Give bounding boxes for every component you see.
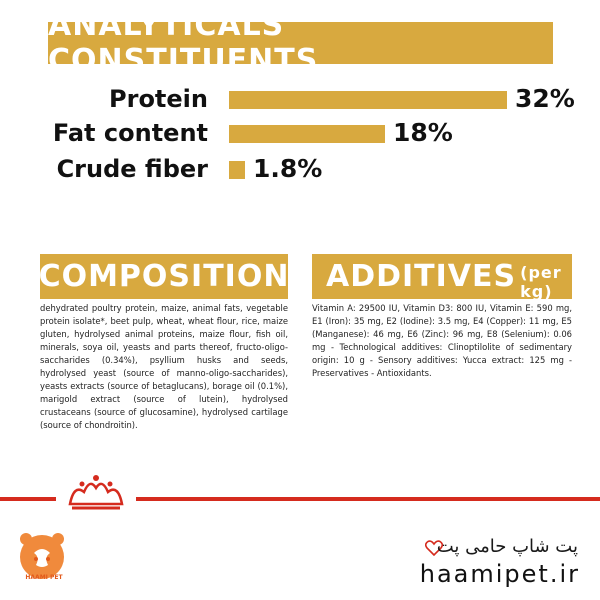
analytics-row (0, 84, 600, 114)
store-url[interactable]: haamipet.ir (419, 560, 580, 588)
analytics-title: ANALYTICALS CONSTITUENTS (48, 8, 319, 78)
analytics-bar (229, 91, 507, 109)
analytics-row-label: Protein (109, 85, 208, 113)
analytics-bar (229, 161, 245, 179)
additives-text: Vitamin A: 29500 IU, Vitamin D3: 800 IU, Vitamin E: 590 mg, E1 (Iron): 35 mg, E2 (Iodine): 3.5 mg, E4 (Copper): 11 mg, E5 (Manganese): 46 mg, E6 (Zinc): 96 mg, E8 (Selenium): 0.06 mg - Technological additives: Clinoptilolite of sedimentary origin: 10 g - Sensory additives: Yucca extract: 125 mg - Preservatives - Antioxidants. (312, 303, 572, 378)
additives-title: ADDITIVES (326, 259, 517, 294)
haami-pet-logo-icon (14, 522, 70, 592)
additives-header (312, 254, 572, 299)
composition-header (40, 254, 288, 299)
analytics-value: 1.8% (253, 154, 323, 183)
store-name: پت شاپ حامی پت (436, 536, 578, 557)
analytics-title-banner (48, 8, 553, 78)
analytics-row-label: Crude fiber (56, 155, 208, 183)
composition-title: COMPOSITION (38, 259, 290, 294)
crown-logo-icon (56, 470, 136, 516)
analytics-row (0, 118, 600, 148)
analytics-row (0, 154, 600, 184)
analytics-value: 32% (515, 84, 575, 113)
logo-text: HAAMI PET (25, 574, 63, 581)
analytics-row-label: Fat content (52, 119, 208, 147)
additives-subtitle: (per kg) (520, 262, 562, 301)
analytics-bar (229, 125, 385, 143)
analytics-value: 18% (393, 118, 453, 147)
composition-text: dehydrated poultry protein, maize, animal fats, vegetable protein isolate*, beet pulp, wheat, wheat flour, rice, maize gluten, hydrolysed animal proteins, maize flour, fish oil, minerals, soya oil, yeasts and parts thereof, fructo-oligo-saccharides (0.34%), psyllium husks and seeds, hydrolysed yeast (source of manno-oligo-saccharides), yeasts extracts (source of betaglucans), borage oil (0.1%), marigold extract (source of lutein), hydrolysed crustaceans (source of glucosamine), hydrolysed cartilage (source of chondroitin). (40, 303, 288, 430)
